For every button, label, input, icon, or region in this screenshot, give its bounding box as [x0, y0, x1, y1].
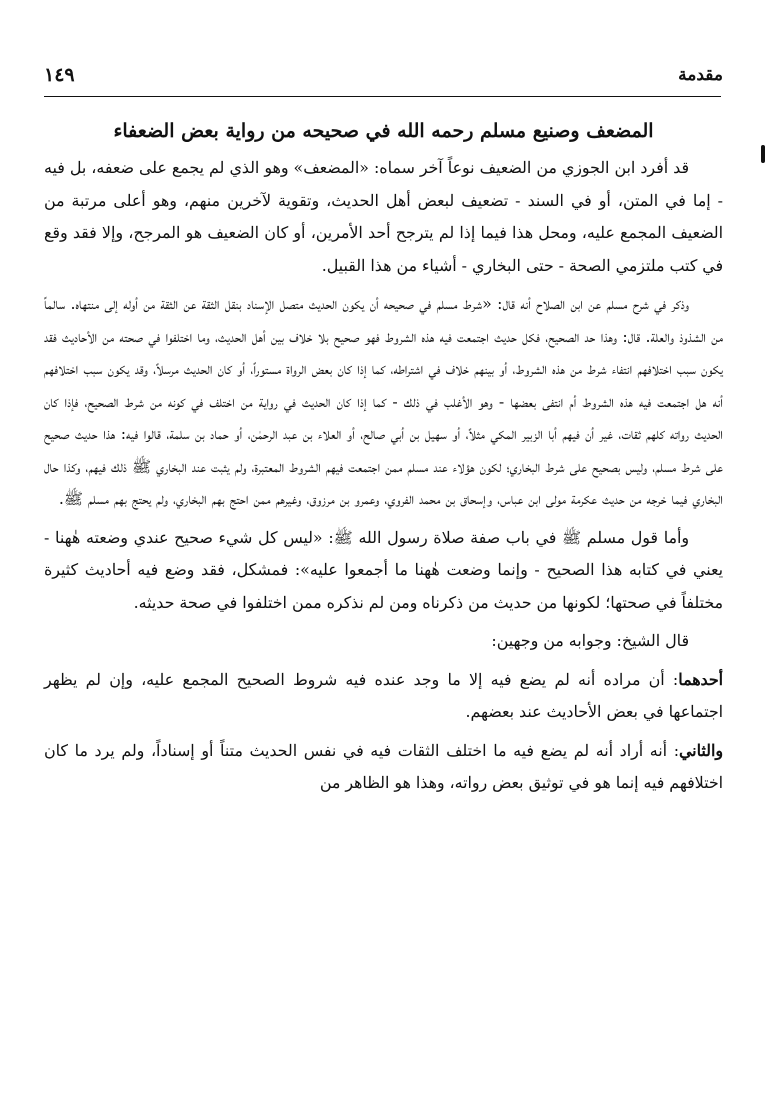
paragraph: قد أفرد ابن الجوزي من الضعيف نوعاً آخر سماه: «المضعف» وهو الذي لم يجمع على ضعفه، بل فيه - إما في المتن، أو في السند - تضعيف لبعض أهل الحديث، وتقوية لآخرين منهم، وهو أعلى مرتبة من الضعيف المجمع عليه، ومحل هذا فيما إذا لم يترجح أحد الأمرين، أو كان الضعيف هو المرجح، وإلا فقد وقع في كتب ملتزمي الصحة - حتى البخاري - أشياء من هذا القبيل.	[44, 158, 723, 275]
running-title: مقدمة	[678, 65, 723, 85]
point-text: : أنه أراد أنه لم يضع فيه ما اختلف الثقات فيه في نفس الحديث متناً أو إسناداً، ولم يرد ما كان اختلافهم فيه إنما هو في توثيق بعض رواته، وهذا هو الظاهر من	[44, 740, 723, 792]
paragraph: قال الشيخ: وجوابه من وجهين:	[491, 631, 689, 650]
section-heading: المضعف وصنيع مسلم رحمه الله في صحيحه من رواية بعض الضعفاء	[113, 120, 654, 142]
point-lead: أحدهما	[678, 669, 723, 689]
point-text: : أن مراده أنه لم يضع فيه إلا ما وجد عنده فيه شروط الصحيح المجمع عليه، وإن لم يظهر اجتماعها في بعض الأحاديث عند بعضهم.	[44, 669, 723, 721]
running-header	[44, 60, 723, 90]
point-first	[44, 664, 723, 729]
page-number: ١٤٩	[44, 64, 75, 86]
point-second	[44, 735, 723, 800]
paragraph: وأما قول مسلم ﷺ في باب صفة صلاة رسول الله ﷺ: «ليس كل شيء صحيح عندي وضعته هٰهنا - يعني في كتابه هذا الصحيح - وإنما وضعت هٰهنا ما أجمعوا عليه»: فمشكل، فقد وضع فيه أحاديث كثيرة مختلفاً في صحتها؛ لكونها من حديث من ذكرناه ومن لم نذكره ممن اختلفوا في صحة حديثه.	[44, 527, 723, 612]
point-lead: والثاني	[679, 740, 723, 760]
paragraph: وذكر في شرح مسلم عن ابن الصلاح أنه قال: «شرط مسلم في صحيحه أن يكون الحديث متصل الإسناد بنقل الثقة عن الثقة من أوله إلى منتهاه. سالماً من الشذوذ والعلة. قال: وهذا حد الصحيح، فكل حديث اجتمعت فيه هذه الشروط فهو صحيح بلا خلاف بين أهل الحديث، وما اختلفوا في صحته من الأحاديث فقد يكون سبب اختلافهم انتفاء شرط من هذه الشروط، أو بينهم خلاف في اشتراطه، كما إذا كان بعض الرواة مستوراً، أو كان الحديث مرسلاً، وقد يكون سبب اختلافهم أنه هل اجتمعت فيه هذه الشروط أم انتفى بعضها - وهو الأغلب في ذلك - كما إذا كان الحديث في رواية من اختلف في كونه من شرط الصحيح، فإذا كان الحديث رواته كلهم ثقات، غير أن فيهم أبا الزبير المكي مثلاً، أو سهيل بن أبي صالح، أو العلاء بن عبد الرحمٰن، أو حماد بن سلمة، قالوا فيه: هذا حديث صحيح على شرط مسلم، وليس بصحيح على شرط البخاري؛ لكون هؤلاء عند مسلم ممن اجتمعت فيهم الشروط المعتبرة، ولم يثبت عند البخاري ﷺ ذلك فيهم، وكذا حال البخاري فيما خرجه من حديث عكرمة مولى ابن عباس، وإسحاق بن محمد الفروي، وعمرو بن مرزوق، وغيرهم ممن احتج بهم البخاري، ولم يحتج بهم مسلم ﷺ.	[44, 294, 723, 508]
body-text	[44, 152, 723, 1098]
header-rule	[44, 96, 721, 97]
margin-mark	[761, 145, 765, 163]
